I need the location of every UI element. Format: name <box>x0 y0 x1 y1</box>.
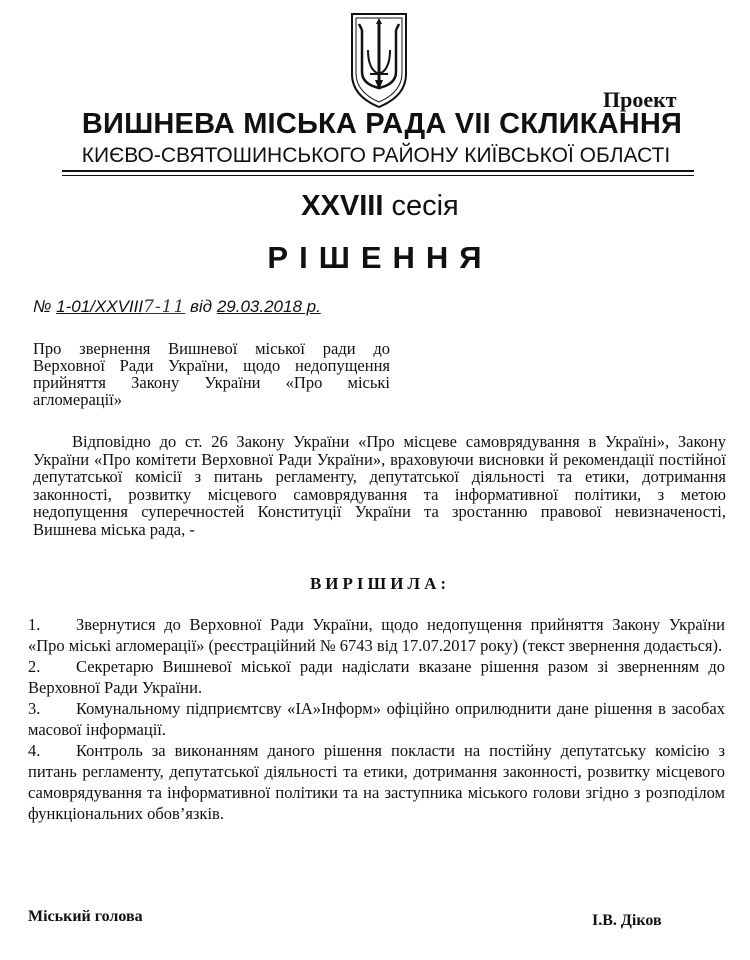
item-number: 3. <box>28 699 41 718</box>
item-text: Контроль за виконанням даного рішення покласти на постійну депутатську комісію з питань регламенту, депутатської діяльності та етики, дотримання законності, розвитку місцевого самоврядування та інформативної політики та на заступника міського голови згідно з розподілом функціональних обов’язків. <box>28 741 725 823</box>
district-subtitle: КИЄВО-СВЯТОШИНСЬКОГО РАЙОНУ КИЇВСЬКОЇ ОБЛАСТІ <box>81 144 671 167</box>
trident-coat-of-arms-icon <box>348 10 410 110</box>
header-divider-thin <box>62 175 694 176</box>
session-word: сесія <box>391 190 459 222</box>
resolution-item <box>28 698 725 740</box>
handwritten-number: 7-11 <box>143 297 186 317</box>
mayor-name: І.В. Діков <box>592 912 662 929</box>
session-heading <box>250 190 510 223</box>
header-divider <box>62 170 694 172</box>
session-number: XXVIII <box>301 190 384 222</box>
item-text: Комунальному підприємтсву «ІА»Інформ» офіційно оприлюднити дане рішення в засобах масової інформації. <box>28 699 725 739</box>
item-number: 1. <box>28 615 41 634</box>
resolved-heading: ВИРІШИЛА: <box>309 574 451 593</box>
item-number: 4. <box>28 741 41 760</box>
item-number: 2. <box>28 657 41 676</box>
council-title: ВИШНЕВА МІСЬКА РАДА VII СКЛИКАННЯ <box>81 108 683 140</box>
decision-date: 29.03.2018 р. <box>216 297 321 316</box>
resolution-item <box>28 740 725 824</box>
item-text: Звернутися до Верховної Ради України, щодо недопущення прийняття Закону України «Про міські агломерації» (реєстраційний № 6743 від 17.07.2017 року) (текст звернення додається). <box>28 615 725 655</box>
document-type-heading: РІШЕННЯ <box>267 240 493 275</box>
date-prefix: від <box>190 297 213 316</box>
decision-number: 1-01/XXVIII <box>56 297 144 316</box>
mayor-title: Міський голова <box>28 908 143 925</box>
resolution-items <box>28 614 725 824</box>
decision-subject: Про звернення Вишневої міської ради до Верховної Ради України, щодо недопущення прийняття Закону України «Про міські агломерації» <box>33 339 390 409</box>
preamble-text: Відповідно до ст. 26 Закону України «Про місцеве самоврядування в Україні», Закону України «Про комітети Верховної Ради України», враховуючи висновки й рекомендації постійної депутатської комісії з питань регламенту, депутатської діяльності та етики, дотримання законності, розвитку місцевого самоврядування та інформативної політики, з метою недопущення суперечностей Конституції України та зростанню правової невизначеності, Вишнева міська рада, - <box>33 432 726 539</box>
decision-number-line <box>33 297 321 317</box>
item-text: Секретарю Вишневої міської ради надіслати вказане рішення разом зі зверненням до Верховної Ради України. <box>28 657 725 697</box>
draft-label: Проект <box>603 87 677 112</box>
resolution-item <box>28 614 725 656</box>
resolution-item <box>28 656 725 698</box>
number-sign: № <box>33 297 52 316</box>
preamble <box>33 433 726 538</box>
